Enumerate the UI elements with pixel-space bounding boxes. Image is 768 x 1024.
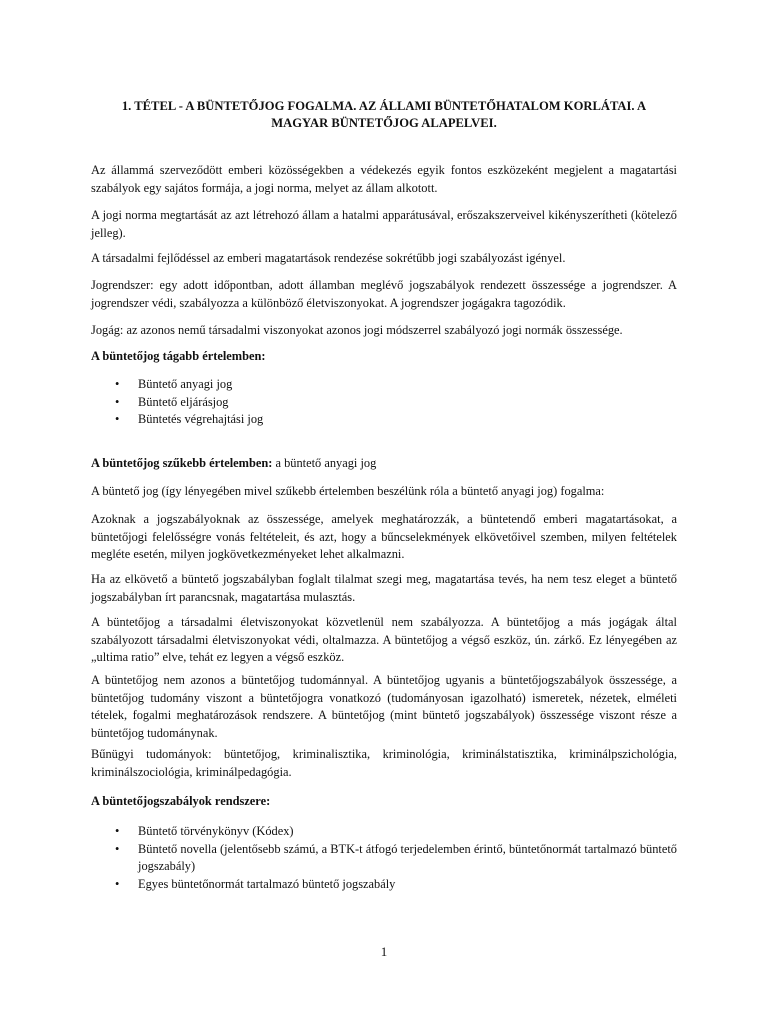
document-title — [91, 98, 677, 132]
list-tagabb — [91, 376, 677, 429]
heading-rendszere: A büntetőjogszabályok rendszere: — [91, 794, 271, 808]
paragraph-jogag: Jogág: az azonos nemű társadalmi viszonyokat azonos jogi módszerrel szabályozó jogi normák összessége. — [91, 323, 623, 337]
title-line-1: 1. TÉTEL - A BÜNTETŐJOG FOGALMA. AZ ÁLLAMI BÜNTETŐHATALOM KORLÁTAI. A — [121, 99, 647, 113]
list-item: • Büntetés végrehajtási jog — [91, 411, 677, 429]
list-item: • Büntető anyagi jog — [91, 376, 677, 394]
paragraph-ultima-ratio: A büntetőjog a társadalmi életviszonyokat közvetlenül nem szabályozza. A büntetőjog a más jogágak által szabályozott társadalmi életviszonyokat védi, oltalmazza. A büntetőjog a végső eszköz, ún. zárkő. Ez lényegében az „ultima ratio” elve, tehát ez legyen a végső eszköz. — [91, 615, 677, 665]
paragraph-bunugyi-tudomanyok: Bűnügyi tudományok: büntetőjog, kriminalisztika, kriminológia, kriminálstatisztika, kriminálpszichológia, kriminálszociológia, kriminálpedagógia. — [91, 747, 677, 779]
heading-szukebb: A büntetőjog szűkebb értelemben: a büntető anyagi jog — [91, 456, 377, 470]
paragraph-3: A társadalmi fejlődéssel az emberi magatartások rendezése sokrétűbb jogi szabályozást igényel. — [91, 251, 566, 265]
title-line-2: MAGYAR BÜNTETŐJOG ALAPELVEI. — [271, 116, 497, 130]
paragraph-teves-mulasztas: Ha az elkövető a büntető jogszabályban foglalt tilalmat szegi meg, magatartása tevés, ha nem tesz eleget a büntető jogszabályban írt parancsnak, magatartása mulasztás. — [91, 572, 677, 604]
list-item: • Büntető novella (jelentősebb számú, a BTK-t átfogó terjedelemben érintő, büntetőnormát tartalmazó büntető jogszabály) — [91, 841, 677, 876]
paragraph-definicio: Azoknak a jogszabályoknak az összessége, amelyek meghatározzák, a büntetendő emberi magatartásokat, a büntetőjogi felelősségre vonás feltételeit, és azt, hogy a bűncselekmények elkövetőivel szemben, milyen feltételek megléte esetén, milyen jogkövetkezményeket lehet alkalmazni. — [91, 512, 677, 562]
paragraph-tudomany: A büntetőjog nem azonos a büntetőjog tudománnyal. A büntetőjog ugyanis a büntetőjogszabályok összessége, a büntetőjog tudomány viszont a büntetőjogra vonatkozó (tudományosan igazolható) ismeretek, nézetek, elméleti tételek, fogalmi meghatározások rendszere. A büntetőjog (mint büntető jogszabályok) összessége viszont része a büntetőjog tudománynak. — [91, 673, 677, 740]
list-item: • Büntető törvénykönyv (Kódex) — [91, 823, 677, 841]
page-number: 1 — [380, 944, 388, 959]
list-rendszere — [91, 823, 677, 893]
list-item: • Büntető eljárásjog — [91, 394, 677, 412]
paragraph-1: Az állammá szerveződött emberi közösségekben a védekezés egyik fontos eszközeként megjelent a magatartási szabályok egy sajátos formája, a jogi norma, melyet az állam alkotott. — [91, 163, 677, 195]
heading-tagabb: A büntetőjog tágabb értelemben: — [91, 349, 266, 363]
list-item: • Egyes büntetőnormát tartalmazó büntető jogszabály — [91, 876, 677, 894]
paragraph-jogrendszer: Jogrendszer: egy adott időpontban, adott államban meglévő jogszabályok rendezett összessége a jogrendszer. A jogrendszer védi, szabályozza a különböző életviszonyokat. A jogrendszer jogágakra tagozódik. — [91, 278, 677, 310]
paragraph-2: A jogi norma megtartását az azt létrehozó állam a hatalmi apparátusával, erőszakszerveivel kikényszerítheti (kötelező jelleg). — [91, 208, 677, 240]
paragraph-fogalma: A büntető jog (így lényegében mivel szűkebb értelemben beszélünk róla a büntető anyagi jog) fogalma: — [91, 484, 605, 498]
